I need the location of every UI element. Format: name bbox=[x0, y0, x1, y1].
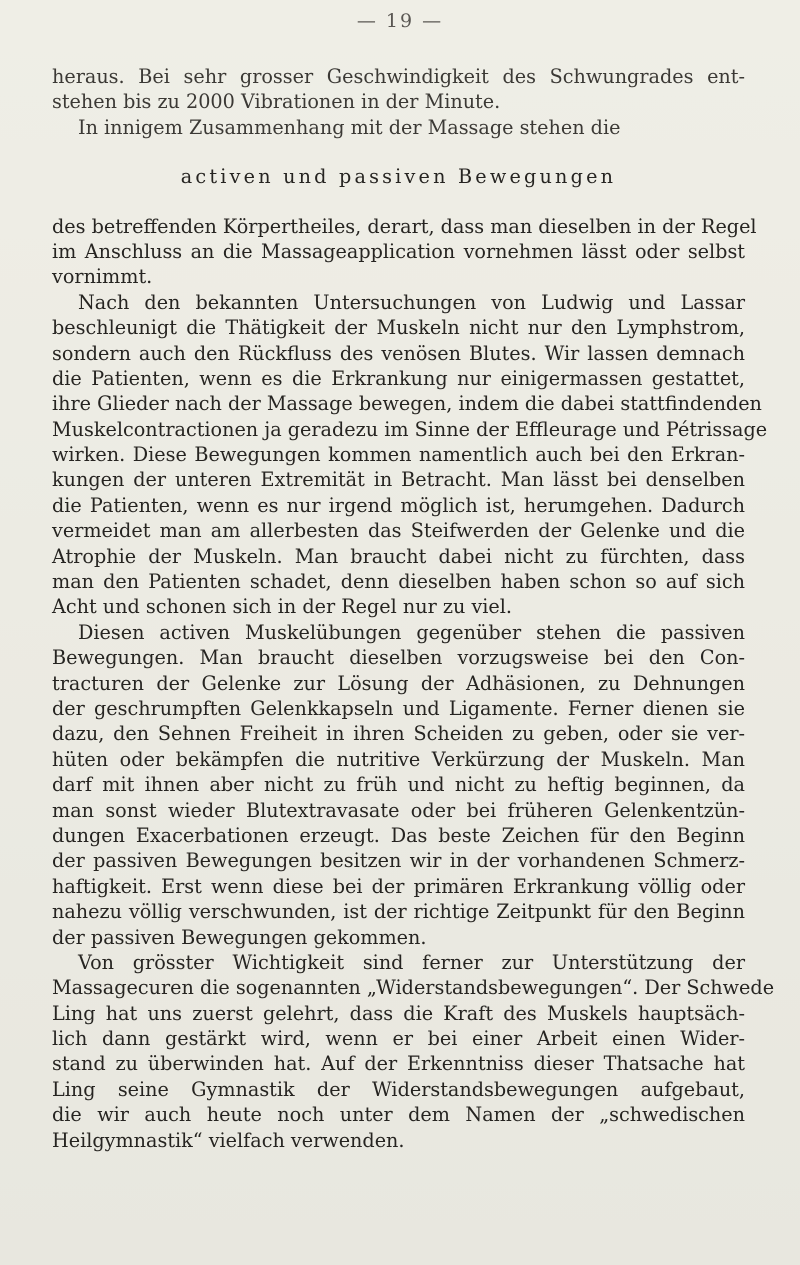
text-line: sondern auch den Rückfluss des venösen Blutes. Wir lassen demnach bbox=[52, 341, 745, 365]
intro-paragraph bbox=[52, 64, 745, 140]
text-line: der passiven Bewegungen gekommen. bbox=[52, 925, 427, 949]
text-line: die Patienten, wenn es die Erkrankung nur einigermassen gestattet, bbox=[52, 366, 745, 390]
text-line: haftigkeit. Erst wenn diese bei der primären Erkrankung völlig oder bbox=[52, 874, 745, 898]
text-line: die wir auch heute noch unter dem Namen der „schwedischen bbox=[52, 1103, 745, 1127]
main-paragraphs bbox=[52, 214, 775, 1153]
body-text bbox=[52, 64, 775, 1153]
text-line: dazu, den Sehnen Freiheit in ihren Scheiden zu geben, oder sie ver- bbox=[52, 722, 745, 746]
text-line: Ling seine Gymnastik der Widerstandsbewegungen aufgebaut, bbox=[52, 1077, 745, 1101]
text-line: Acht und schonen sich in der Regel nur zu viel. bbox=[52, 595, 513, 619]
text-line: Von grösster Wichtigkeit sind ferner zur Unterstützung der bbox=[78, 950, 745, 974]
text-line: Diesen activen Muskelübungen gegenüber stehen die passiven bbox=[78, 620, 745, 644]
text-line: Muskelcontractionen ja geradezu im Sinne der Effleurage und Pétrissage bbox=[52, 417, 768, 441]
text-line: kungen der unteren Extremität in Betracht. Man lässt bei denselben bbox=[52, 468, 745, 492]
page-number: — 19 — bbox=[356, 10, 444, 32]
text-line: ihre Glieder nach der Massage bewegen, indem die dabei stattfindenden bbox=[52, 392, 762, 416]
text-line: In innigem Zusammenhang mit der Massage stehen die bbox=[78, 115, 621, 139]
text-line: lich dann gestärkt wird, wenn er bei einer Arbeit einen Wider- bbox=[52, 1027, 745, 1051]
text-line: vermeidet man am allerbesten das Steifwerden der Gelenke und die bbox=[52, 519, 745, 543]
text-line: tracturen der Gelenke zur Lösung der Adhäsionen, zu Dehnungen bbox=[52, 671, 745, 695]
text-line: darf mit ihnen aber nicht zu früh und nicht zu heftig beginnen, da bbox=[52, 773, 745, 797]
text-line: Atrophie der Muskeln. Man braucht dabei nicht zu fürchten, dass bbox=[52, 544, 745, 568]
text-line: des betreffenden Körpertheiles, derart, dass man dieselben in der Regel bbox=[52, 214, 757, 238]
text-line: dungen Exacerbationen erzeugt. Das beste Zeichen für den Beginn bbox=[52, 823, 745, 847]
text-line: im Anschluss an die Massageapplication vornehmen lässt oder selbst bbox=[52, 239, 745, 263]
text-line: die Patienten, wenn es nur irgend möglich ist, herumgehen. Dadurch bbox=[52, 493, 745, 517]
text-line: nahezu völlig verschwunden, ist der richtige Zeitpunkt für den Beginn bbox=[52, 900, 745, 924]
text-line: man sonst wieder Blutextravasate oder bei früheren Gelenkentzün- bbox=[52, 798, 745, 822]
text-line: vornimmt. bbox=[52, 265, 153, 289]
text-line: wirken. Diese Bewegungen kommen namentlich auch bei den Erkran- bbox=[52, 443, 745, 467]
text-line: der geschrumpften Gelenkkapseln und Ligamente. Ferner dienen sie bbox=[52, 696, 745, 720]
text-line: Nach den bekannten Untersuchungen von Ludwig und Lassar bbox=[78, 290, 745, 314]
text-line: stehen bis zu 2000 Vibrationen in der Minute. bbox=[52, 90, 501, 114]
text-line: hüten oder bekämpfen die nutritive Verkürzung der Muskeln. Man bbox=[52, 747, 745, 771]
text-line: der passiven Bewegungen besitzen wir in der vorhandenen Schmerz- bbox=[52, 849, 745, 873]
text-line: heraus. Bei sehr grosser Geschwindigkeit des Schwungrades ent- bbox=[52, 65, 745, 88]
text-line: Heilgymnastik“ vielfach verwenden. bbox=[52, 1128, 405, 1152]
text-line: Ling hat uns zuerst gelehrt, dass die Kraft des Muskels hauptsäch- bbox=[52, 1001, 745, 1025]
text-line: stand zu überwinden hat. Auf der Erkenntniss dieser Thatsache hat bbox=[52, 1052, 745, 1076]
section-heading: activen und passiven Bewegungen bbox=[180, 165, 617, 189]
text-line: Bewegungen. Man braucht dieselben vorzugsweise bei den Con- bbox=[52, 646, 745, 670]
text-line: man den Patienten schadet, denn dieselben haben schon so auf sich bbox=[52, 570, 745, 594]
text-line: beschleunigt die Thätigkeit der Muskeln nicht nur den Lymphstrom, bbox=[52, 316, 745, 340]
text-line: Massagecuren die sogenannten „Widerstandsbewegungen“. Der Schwede bbox=[52, 976, 775, 1000]
